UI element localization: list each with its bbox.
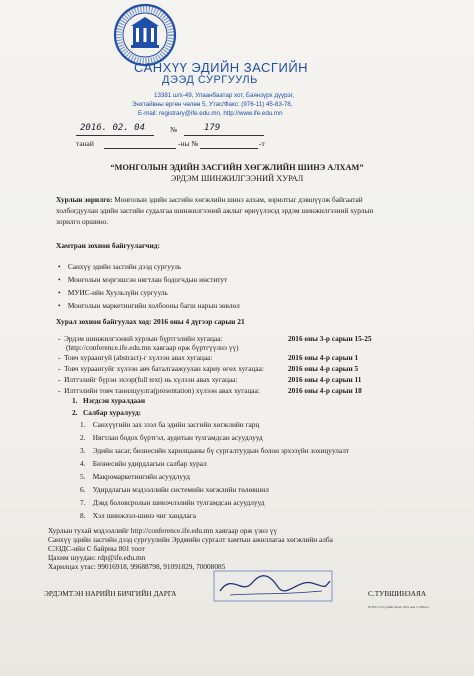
address-line-1: 13381 ш/х-49, Улаанбаатар хот, Баянзүрх дүүрэг, bbox=[154, 92, 294, 99]
schedule-item: - Товч хураангуйг хүлээн авч баталгаажуулан хариу өгөх хугацаа: bbox=[58, 364, 264, 373]
contact-line: СЭЗДС-ийн С байрны 801 тоот bbox=[48, 544, 145, 553]
schedule-item: - Илтгэлийг бүрэн эхээр(full text) нь хүлээн авах хугацаа: bbox=[58, 375, 238, 384]
session-item: 3. Эдийн засаг, бизнесийн харилцааны бү сургалтуудын болон эрхэзүйн зохицуулалт bbox=[80, 446, 350, 455]
contact-line: Санхүү эдийн засгийн дээд сургуулийн Эрдмийн сургалт хамтын ажиллагаа хөгжлийн алба bbox=[48, 535, 333, 544]
date-field-line bbox=[76, 135, 154, 136]
to-end: -т bbox=[259, 139, 265, 148]
number-value: 179 bbox=[204, 123, 221, 133]
partner-item: • МУИС-ийн Хуульзүйн сургууль bbox=[58, 288, 168, 297]
schedule-date: 2016 оны 4-р сарын 1 bbox=[288, 353, 359, 362]
session-item: 8. Хэл шинжлэл-шинэ чиг хандлага bbox=[80, 511, 196, 520]
schedule-item: - Товч хураангуй (abstract)-г хүлээн авах хугацаа: bbox=[58, 353, 213, 362]
schedule-date: 2016 оны 4-р сарын 5 bbox=[288, 364, 359, 373]
university-logo bbox=[113, 3, 177, 67]
number-label: № bbox=[170, 125, 178, 134]
schedule-note: (http://conference.ife.edu.mn хаягаар орж бүртгүүлнэ үү) bbox=[66, 343, 239, 352]
to-mid: -ны № bbox=[178, 139, 199, 148]
file-footnote: D:\IFE\сэтгүүлийн бичиг 2016 оны 4 ЭШ.doc bbox=[368, 605, 430, 609]
schedule-date: 2016 оны 4-р сарын 11 bbox=[288, 375, 362, 384]
session-item: 6. Удирдлагын мэдээллийн системийн хөгжлийн төлөвшил bbox=[80, 485, 269, 494]
goal-line-1: Монголын эдийн засгийн хөгжлийн шинэ алхам, зорилтыг дэвшүүлж байгаатай bbox=[114, 195, 363, 204]
program-item: 1. Нэгдсэн хуралдаан bbox=[72, 396, 146, 405]
session-item: 1. Санхүүгийн зах зээл ба эдийн засгийн хөгжлийн гарц bbox=[80, 420, 260, 429]
schedule-date: 2016 оны 4-р сарын 18 bbox=[288, 386, 362, 395]
address-line-2: Энхтайвны өргөн чөлөө 5, Утас/Факс: (976-11) 45-83-78, bbox=[132, 101, 293, 108]
doc-title: “МОНГОЛЫН ЭДИЙН ЗАСГИЙН ХӨГЖЛИЙН ШИНЭ АЛХАМ” bbox=[110, 163, 364, 172]
org-name-line1: САНХҮҮ ЭДИЙН ЗАСГИЙН bbox=[134, 60, 309, 75]
signer-title: ЭРДЭМТЭН НАРИЙН БИЧГИЙН ДАРГА bbox=[44, 589, 177, 598]
schedule-item: - Илтгэлийн товч танилцуулга(presentation) хүлээн авах хугацаа: bbox=[58, 386, 260, 395]
number-field-line bbox=[184, 135, 264, 136]
to-field-line-2 bbox=[200, 148, 258, 149]
address-line-3: E-mail: registrary@ife.edu.mn, http://www.ife.edu.mn bbox=[138, 110, 283, 117]
to-label: танай bbox=[76, 139, 94, 148]
session-item: 4. Бизнесийн удирдлагын салбар хурал bbox=[80, 459, 207, 468]
schedule-item: - Эрдэм шинжилгээний хурлын бүртгэлийн хугацаа: bbox=[58, 334, 223, 343]
org-name-line2: ДЭЭД СУРГУУЛЬ bbox=[162, 74, 258, 86]
session-item: 7. Дэвд боловсролын шинэчлэлийн тулгамдсан асуудлууд bbox=[80, 498, 265, 507]
session-item: 5. Макромаркетингийн асуудлууд bbox=[80, 472, 190, 481]
contact-line: Харилцах утас: 99016918, 99688798, 91091829, 70008085 bbox=[48, 562, 226, 571]
partner-item: • Санхүү эдийн засгийн дээд сургууль bbox=[58, 262, 182, 271]
schedule-date: 2016 оны 3-р сарын 15-25 bbox=[288, 334, 372, 343]
program-item: 2. Салбар хуралууд: bbox=[72, 408, 142, 417]
goal-paragraph bbox=[56, 194, 428, 227]
doc-subtitle: ЭРДЭМ ШИНЖИЛГЭЭНИЙ ХУРАЛ bbox=[170, 174, 304, 183]
goal-label: Хурлын зорилго: bbox=[56, 195, 113, 204]
session-item: 2. Нягтлан бодох бүртгэл, аудитын тулгамдсан асуудлууд bbox=[80, 433, 263, 442]
to-field-line-1 bbox=[104, 148, 176, 149]
partners-heading: Хамтран зохион байгуулагчид: bbox=[56, 241, 160, 250]
partner-item: • Монголын маркетингийн холбооны багш нарын зөвлөл bbox=[58, 301, 240, 310]
contact-line: Цахим шуудан: rdp@ife.edu.mn bbox=[48, 553, 146, 562]
goal-line-2: холбогдуулан эдийн засгийн судалгаа шинжилгээний ажлыг өрнүүлэхэд эрдэм шинжилгээний хурлын bbox=[56, 206, 374, 215]
date-value: 2016. 02. 04 bbox=[80, 123, 146, 133]
handwritten-signature bbox=[212, 565, 334, 605]
goal-line-3: зорилго оршино. bbox=[56, 217, 109, 226]
partner-item: • Монголын мэргэшсэн нягтлан бодогчдын институт bbox=[58, 275, 228, 284]
contact-line: Хурлын тухай мэдээллийг http://conference.ife.edu.mn хаягаар орж үзнэ үү bbox=[48, 526, 277, 535]
signer-name: С.ТУВШИНЗАЯА bbox=[368, 589, 427, 598]
schedule-heading: Хурал зохион байгуулах ход: 2016 оны 4 дүгээр сарын 21 bbox=[56, 317, 245, 326]
